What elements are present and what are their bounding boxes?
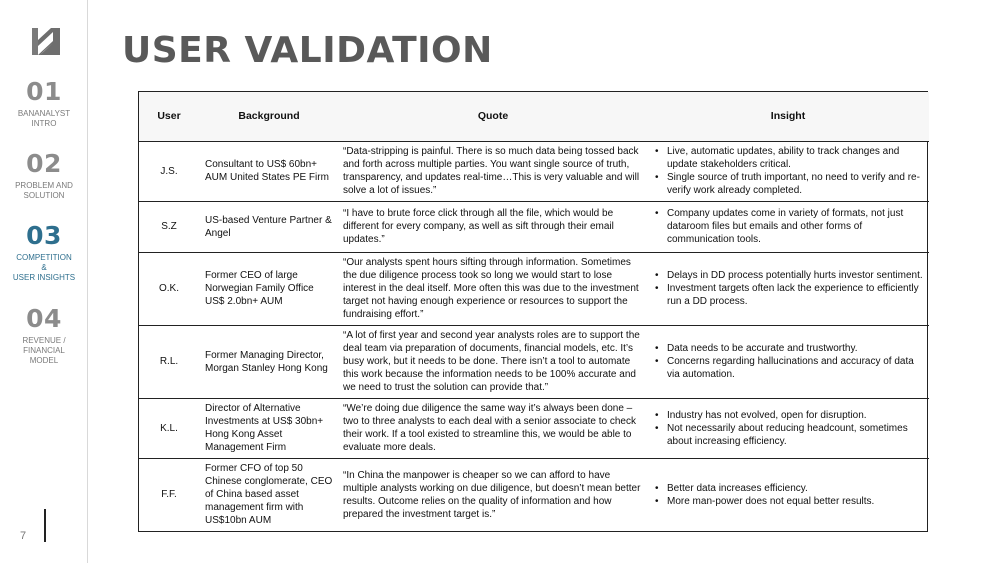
cell-insight (647, 252, 929, 325)
cell-insight (647, 398, 929, 458)
cell-user: S.Z (161, 221, 177, 232)
column-header-background: Background (199, 92, 339, 141)
cell-background: Former CEO of large Norwegian Family Office US$ 2.0bn+ AUM (205, 270, 314, 307)
table-row (139, 252, 929, 325)
cell-user: F.F. (161, 489, 177, 501)
cell-insight (647, 141, 929, 201)
page-number: 7 (20, 530, 27, 542)
insight-bullet: • Concerns regarding hallucinations and accuracy of data via automation. (653, 355, 923, 381)
cell-user: R.L. (159, 356, 179, 367)
nav-label: PROBLEM AND SOLUTION (15, 181, 73, 200)
insight-bullet: • Single source of truth important, no need to verify and re-verify work already completed. (653, 171, 923, 197)
cell-quote: “Our analysts spent hours sifting through information. Sometimes the due diligence process took so long we would start to lose interest in the deal itself. More often this was due to the investment target not having enough experience or resources to support the fundraising effort.” (343, 257, 639, 320)
nav-label: REVENUE / FINANCIAL MODEL (22, 336, 66, 365)
insight-bullet: • Better data increases efficiency. (653, 482, 923, 495)
cell-quote: “We’re doing due diligence the same way it’s always been done – two to three analysts to each deal with a senior associate to check their work. If a tool existed to streamline this, we would be able to evaluate more deals. (343, 403, 636, 453)
cell-quote: “A lot of first year and second year analysts roles are to support the deal team via preparation of documents, financial models, etc. It’s busy work, but it needs to be done. There isn’t a tool to automate this work because the information needs to be 100% accurate and we need to trust the solution can provide that.” (343, 330, 640, 393)
cell-user: K.L. (160, 422, 178, 434)
insight-bullet: • Not necessarily about reducing headcount, sometimes about increasing efficiency. (653, 422, 923, 448)
table-row (139, 141, 929, 201)
cell-quote: “In China the manpower is cheaper so we can afford to have multiple analysts working on due diligence, but doesn’t mean better results. Outcome relies on the quality of information and how prepared the investment target is.” (343, 469, 641, 520)
cell-quote: “I have to brute force click through all the file, which would be different for every company, as well as sift through their email updates.” (343, 208, 614, 245)
nav-item-problem-solution[interactable] (0, 150, 88, 201)
insight-bullet: • Delays in DD process potentially hurts investor sentiment. (653, 269, 923, 282)
insight-bullet: • Industry has not evolved, open for disruption. (653, 409, 923, 422)
nav-number: 03 (26, 221, 62, 250)
table-row (139, 458, 929, 531)
cell-insight (647, 201, 929, 252)
nav-label: COMPETITION & USER INSIGHTS (12, 253, 76, 282)
table-row (139, 201, 929, 252)
column-header-quote: Quote (339, 92, 647, 141)
cell-insight (647, 325, 929, 398)
cell-user: J.S. (160, 165, 178, 177)
nav-item-intro[interactable] (0, 78, 88, 129)
cell-background: US-based Venture Partner & Angel (205, 214, 332, 239)
page-divider (44, 509, 46, 542)
cell-user: O.K. (158, 283, 179, 294)
nav-number: 01 (26, 77, 62, 106)
column-header-user: User (139, 92, 199, 141)
insight-bullet: • Data needs to be accurate and trustworthy. (653, 342, 923, 355)
brand-logo-icon (29, 24, 63, 58)
nav-item-revenue-financial-model[interactable] (0, 305, 88, 366)
nav-number: 04 (26, 304, 62, 333)
cell-background: Consultant to US$ 60bn+ AUM United States PE Firm (205, 159, 329, 183)
nav-number: 02 (26, 149, 62, 178)
page-title: USER VALIDATION (122, 30, 493, 71)
insight-bullet: • Live, automatic updates, ability to track changes and update stakeholders critical. (653, 145, 923, 171)
column-header-insight: Insight (647, 92, 929, 141)
insight-bullet: • More man-power does not equal better results. (653, 495, 923, 508)
nav-label: BANANALYST INTRO (17, 109, 71, 128)
nav-item-competition-user-insights[interactable] (0, 222, 88, 283)
table-row (139, 325, 929, 398)
insight-bullet: • Company updates come in variety of formats, not just dataroom files but emails and other forms of communication tools. (653, 207, 923, 246)
cell-background: Former CFO of top 50 Chinese conglomerate, CEO of China based asset management firm with US$10bn AUM (205, 463, 333, 527)
cell-insight (647, 458, 929, 531)
cell-background: Former Managing Director, Morgan Stanley Hong Kong (205, 349, 328, 374)
cell-background: Director of Alternative Investments at US$ 30bn+ Hong Kong Asset Management Firm (205, 403, 324, 453)
sidebar (0, 0, 88, 563)
user-validation-table (138, 91, 928, 532)
insight-bullet: • Investment targets often lack the experience to efficiently run a DD process. (653, 282, 923, 308)
table-header-row (139, 92, 929, 141)
cell-quote: “Data-stripping is painful. There is so much data being tossed back and forth across multiple parties. You want single source of truth, transparency, and updates real-time…This is very valuable and will solve a lot of issues.” (343, 146, 640, 196)
table-row (139, 398, 929, 458)
